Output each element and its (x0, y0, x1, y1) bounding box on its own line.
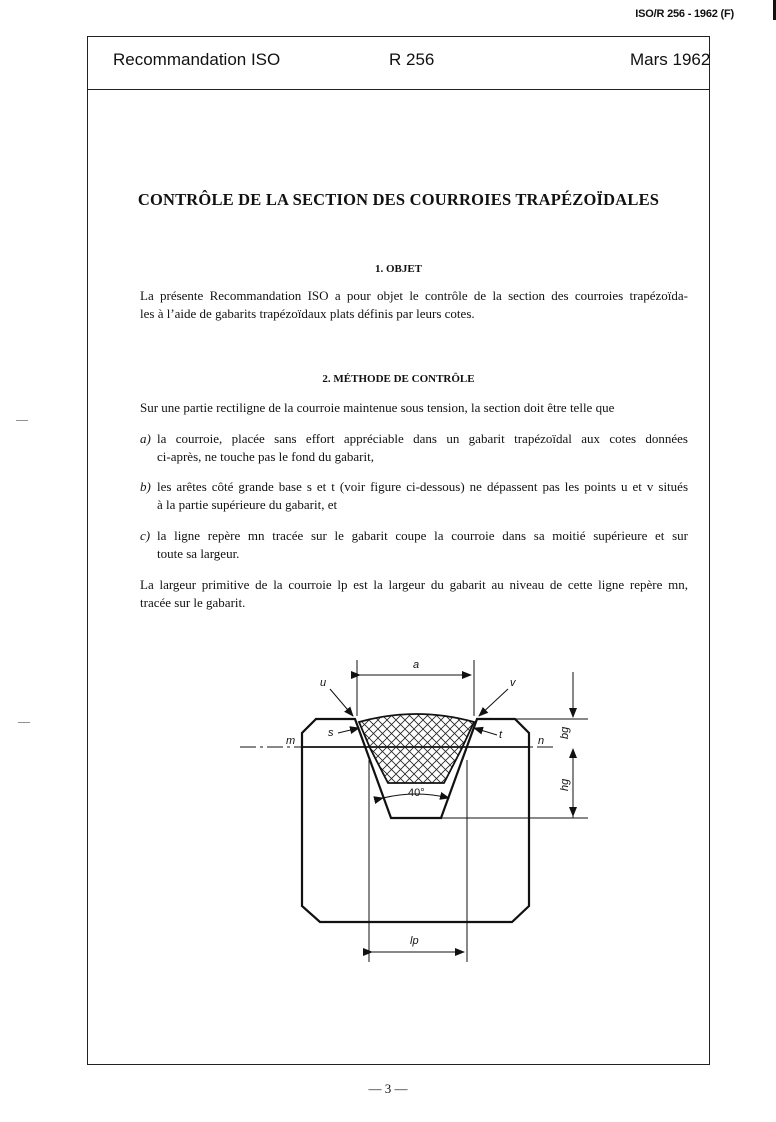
label-u: u (320, 677, 327, 689)
paragraph-line: La largeur primitive de la courroie lp est la largeur du gabarit au niveau de cette ligne repère mn, (140, 577, 688, 592)
section-heading-objet: 1. OBJET (374, 263, 423, 275)
leader-s (338, 728, 359, 733)
section-methode-intro: Sur une partie rectiligne de la courroie maintenue sous tension, la section doit être telle que (140, 400, 615, 415)
label-a: a (413, 659, 420, 671)
list-item-line: ci-après, ne touche pas le fond du gabarit, (157, 449, 374, 464)
header-date: Mars 1962 (630, 50, 711, 69)
label-m: m (286, 735, 296, 747)
header-recommendation: Recommandation ISO (113, 50, 281, 69)
section-heading-methode: 2. MÉTHODE DE CONTRÔLE (322, 373, 475, 385)
label-hg: hg (559, 778, 571, 791)
leader-v (479, 689, 508, 716)
label-t: t (499, 729, 503, 741)
list-item-label: b) (140, 479, 151, 494)
paragraph-line: La présente Recommandation ISO a pour objet le contrôle de la section des courroies trapézoïda- (140, 288, 688, 303)
label-v: v (510, 677, 516, 689)
label-bg: bg (559, 726, 571, 739)
margin-mark: — (18, 714, 30, 728)
label-lp: lp (410, 935, 419, 947)
list-item-line: la ligne repère mn tracée sur le gabarit coupe la courroie dans sa moitié supérieure et sur (157, 528, 688, 543)
list-item-label: a) (140, 431, 151, 446)
label-n: n (538, 735, 545, 747)
paragraph-line: les à l’aide de gabarits trapézoïdaux plats définis par leurs cotes. (140, 306, 475, 321)
leader-t (474, 728, 497, 735)
document-reference: ISO/R 256 - 1962 (F) (635, 8, 734, 20)
margin-mark: — (16, 412, 28, 426)
list-item-line: la courroie, placée sans effort appréciable dans un gabarit trapézoïdal aux cotes données (157, 431, 688, 446)
list-item-line: à la partie supérieure du gabarit, et (157, 497, 338, 512)
list-item-label: c) (140, 528, 151, 543)
list-item-line: les arêtes côté grande base s et t (voir figure ci-dessous) ne dépassent pas les points u et v situés (157, 479, 688, 494)
label-s: s (328, 727, 334, 739)
page-number: — 3 — (368, 1081, 408, 1096)
header-number: R 256 (389, 50, 435, 69)
paragraph-line: tracée sur le gabarit. (140, 595, 246, 610)
leader-u (330, 689, 353, 716)
list-item-line: toute sa largeur. (157, 546, 240, 561)
page-title: CONTRÔLE DE LA SECTION DES COURROIES TRAPÉZOÏDALES (137, 190, 660, 209)
label-angle: 40° (408, 787, 425, 799)
